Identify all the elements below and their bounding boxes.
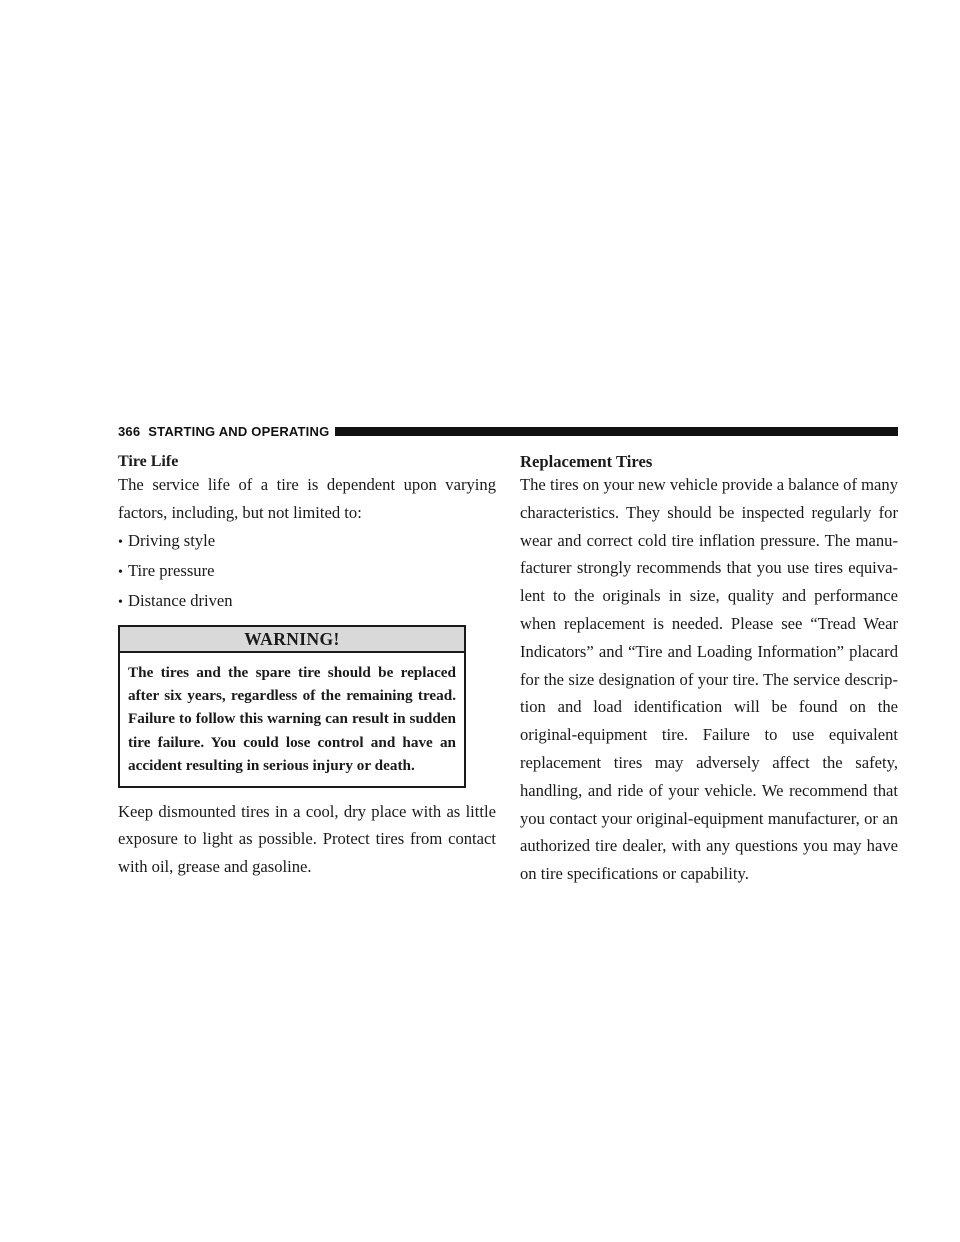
tire-life-intro: The service life of a tire is dependent upon varying factors, including, but not limited to: <box>118 475 496 522</box>
list-item-label: Driving style <box>128 530 216 550</box>
list-item-label: Tire pressure <box>128 560 215 580</box>
header-rule <box>335 427 898 436</box>
bullet-icon: • <box>118 594 123 610</box>
list-item <box>118 527 496 557</box>
warning-title: WARNING! <box>120 627 464 653</box>
factor-list <box>118 527 496 617</box>
bullet-icon: • <box>118 564 123 580</box>
tire-life-heading: Tire Life <box>118 453 179 470</box>
warning-text: The tires and the spare tire should be replaced after six years, regardless of the remaining tread. Failure to follow this warning can result in sudden tire failure. You could lose control and have an accident resulting in serious injury or death. <box>128 663 456 775</box>
right-column <box>520 452 898 888</box>
list-item-label: Distance driven <box>128 590 233 610</box>
section-title: STARTING AND OPERATING <box>148 423 330 439</box>
running-header <box>118 421 898 441</box>
warning-box <box>118 625 466 788</box>
list-item <box>118 587 496 617</box>
page-number: 366 <box>118 423 141 439</box>
storage-paragraph: Keep dismounted tires in a cool, dry place with as little exposure to light as possible. Protect tires from contact with oil, grease and gasoline. <box>118 801 496 877</box>
bullet-icon: • <box>118 534 123 550</box>
replacement-tires-body: The tires on your new vehicle provide a balance of many characteristics. They should be inspected regularly for wear and correct cold tire inflation pressure. The manufacturer strongly recommends that you use tires equivalent to the originals in size, quality and performance when replacement is needed. Please see “Tread Wear Indicators” and “Tire and Loading Information” placard for the size designation of your tire. The service description and load identification will be found on the original-equipment tire. Failure to use equivalent replacement tires may adversely affect the safety, handling, and ride of your vehicle. We recommend that you contact your original-equipment manufacturer, or an authorized tire dealer, with any questions you may have on tire specifications or capability. <box>520 475 898 884</box>
list-item <box>118 557 496 587</box>
replacement-tires-heading: Replacement Tires <box>520 452 653 471</box>
left-column <box>118 452 496 881</box>
